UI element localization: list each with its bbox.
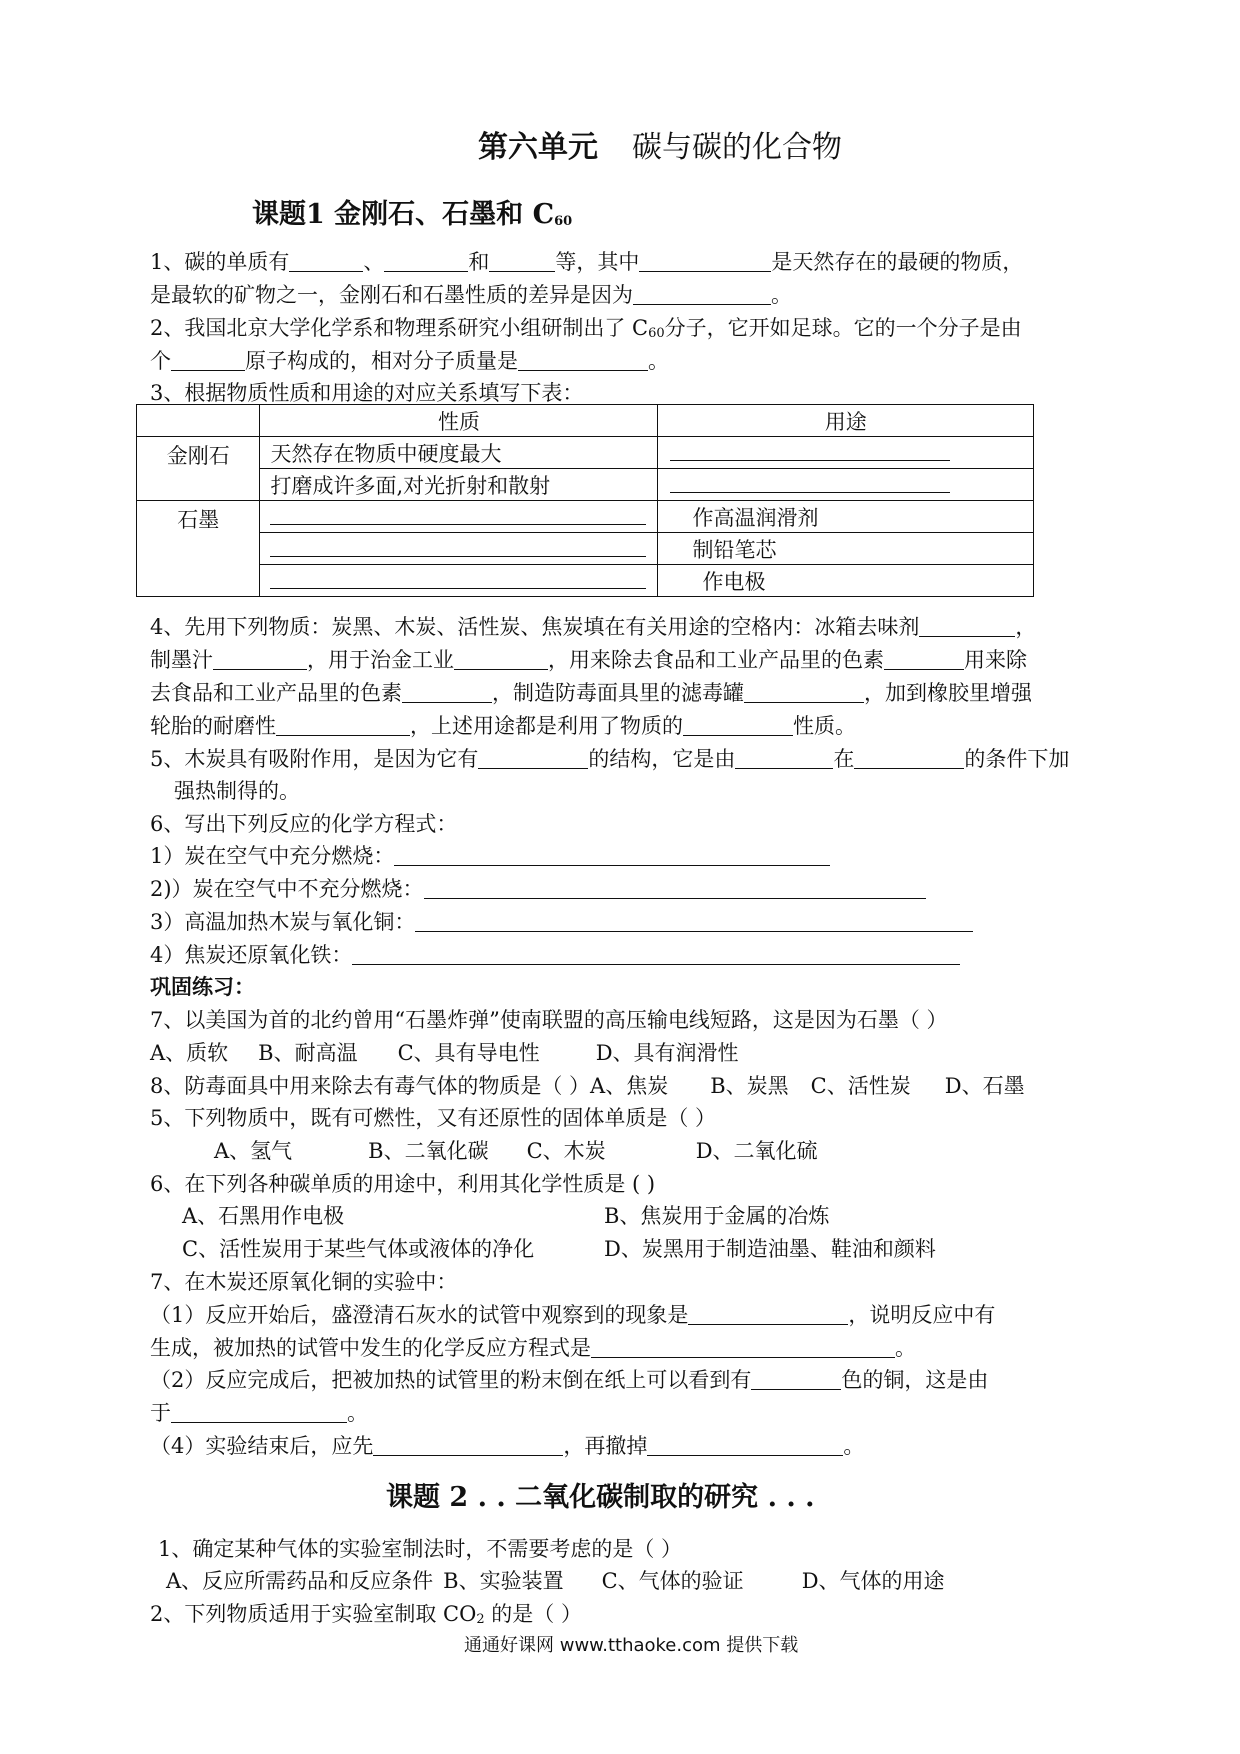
- unit-subject: 碳与碳的化合物: [632, 130, 842, 165]
- graphite-label: 石墨: [137, 501, 260, 597]
- graphite-use-3: 作电极: [658, 565, 1034, 597]
- lesson2-heading: 课题 2 . . 二氧化碳制取的研究 . . .: [386, 1482, 815, 1513]
- header-use: 用途: [658, 405, 1034, 437]
- p6-option-b: B、焦炭用于金属的冶炼: [604, 1204, 830, 1228]
- properties-table: [136, 404, 1034, 597]
- l2-q1-options: A、反应所需药品和反应条件 B、实验装置 C、气体的验证 D、气体的用途: [166, 1569, 945, 1593]
- l2-q1: 1、确定某种气体的实验室制法时，不需要考虑的是（ ）: [158, 1537, 683, 1561]
- q2-line2: 个 原子构成的，相对分子质量是 。: [150, 349, 669, 373]
- practice-label: 巩固练习：: [150, 974, 255, 999]
- q5-line2: 强热制得的。: [174, 779, 300, 803]
- p7-question: 7、以美国为首的北约曾用“石墨炸弹”使南联盟的高压输电线短路，这是因为石墨（ ）: [150, 1008, 948, 1032]
- p5-question: 5、下列物质中，既有可燃性，又有还原性的固体单质是（ ）: [150, 1106, 717, 1130]
- footer-text: 通通好课网 www.tthaoke.com 提供下载: [464, 1635, 799, 1656]
- q5-line1: 5、木炭具有吸附作用，是因为它有 的结构，它是由 在 的条件下加: [150, 747, 1070, 771]
- unit-label: 第六单元: [478, 130, 598, 165]
- graphite-use-2: 制铅笔芯: [658, 533, 1034, 565]
- p5-options: A、氢气 B、二氧化碳 C、木炭 D、二氧化硫: [214, 1139, 818, 1163]
- p6-option-c: C、活性炭用于某些气体或液体的净化: [182, 1237, 535, 1261]
- q3-text: 3、根据物质性质和用途的对应关系填写下表：: [150, 381, 584, 405]
- p8-question: 8、防毒面具中用来除去有毒气体的物质是（ ）A、焦炭 B、炭黑 C、活性炭 D、石墨: [150, 1074, 1025, 1098]
- diamond-property-2: 打磨成许多面,对光折射和散射: [260, 469, 658, 501]
- p6-question: 6、在下列各种碳单质的用途中，利用其化学性质是 ( ): [150, 1172, 656, 1196]
- p7b-s1-line1: （1）反应开始后，盛澄清石灰水的试管中观察到的现象是 ，说明反应中有: [150, 1303, 996, 1327]
- q4-line3: 去食品和工业产品里的色素 ，制造防毒面具里的滤毒罐 ，加到橡胶里增强: [150, 681, 1032, 705]
- page-title: [478, 128, 842, 168]
- p7-options: A、质软 B、耐高温 C、具有导电性 D、具有润滑性: [150, 1041, 739, 1065]
- p6-option-d: D、炭黑用于制造油墨、鞋油和颜料: [604, 1237, 936, 1261]
- graphite-use-1: 作高温润滑剂: [658, 501, 1034, 533]
- p7b-s4: （4）实验结束后，应先 ，再撤掉 。: [150, 1434, 865, 1458]
- header-property: 性质: [260, 405, 658, 437]
- q2-line1: 2、我国北京大学化学系和物理系研究小组研制出了 C60分子，它开如足球。它的一个分子是由: [150, 316, 1022, 341]
- q6-item-1: 1）炭在空气中充分燃烧：: [150, 841, 830, 871]
- l2-q2: 2、下列物质适用于实验室制取 CO2 的是（ ）: [150, 1602, 582, 1627]
- q6-intro: 6、写出下列反应的化学方程式：: [150, 812, 458, 836]
- q4-line1: 4、先用下列物质：炭黑、木炭、活性炭、焦炭填在有关用途的空格内：冰箱去味剂 ，: [150, 615, 1037, 639]
- q6-item-4: 4）焦炭还原氧化铁：: [150, 940, 960, 970]
- p7b-s2-line2: 于 。: [150, 1401, 368, 1425]
- p7b-s1-line2: 生成，被加热的试管中发生的化学反应方程式是 。: [150, 1336, 916, 1360]
- diamond-property-1: 天然存在物质中硬度最大: [260, 437, 658, 469]
- q4-line4: 轮胎的耐磨性 ，上述用途都是利用了物质的 性质。: [150, 714, 856, 738]
- p6-option-a: A、石黑用作电极: [182, 1204, 345, 1228]
- p7b-s2-line1: （2）反应完成后，把被加热的试管里的粉末倒在纸上可以看到有 色的铜，这是由: [150, 1368, 989, 1392]
- diamond-label: 金刚石: [137, 437, 260, 501]
- q1-line2: 是最软的矿物之一，金刚石和石墨性质的差异是因为 。: [150, 283, 792, 307]
- p7b-intro: 7、在木炭还原氧化铜的实验中：: [150, 1270, 458, 1294]
- q4-line2: 制墨汁 ，用于治金工业 ，用来除去食品和工业产品里的色素 用来除: [150, 648, 1027, 672]
- lesson1-heading: 课题1 金刚石、石墨和 C60: [252, 199, 573, 230]
- q6-item-3: 3）高温加热木炭与氧化铜：: [150, 907, 973, 937]
- q6-item-2: 2)）炭在空气中不充分燃烧：: [150, 874, 926, 904]
- q1-line1: 1、碳的单质有 、 和 等，其中 是天然存在的最硬的物质，: [150, 250, 1024, 274]
